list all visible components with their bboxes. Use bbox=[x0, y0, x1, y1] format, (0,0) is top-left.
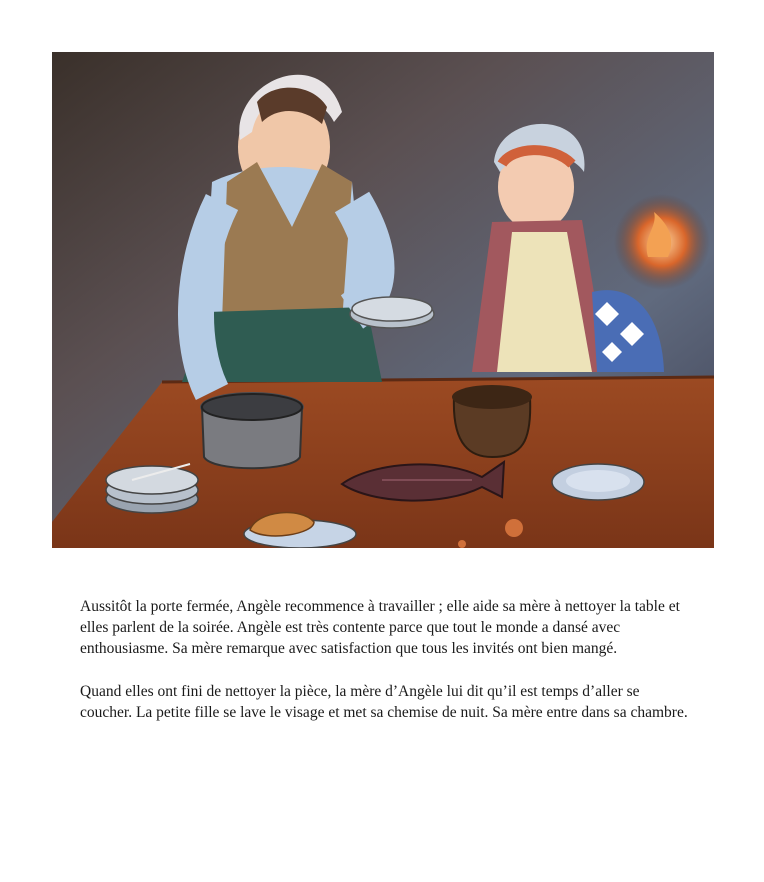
paragraph-1: Aussitôt la porte fermée, Angèle recommence à travailler ; elle aide sa mère à nettoyer la table et elles parlent de la soirée. Angèle est très contente parce que tout le monde a dansé avec enthousiasme. Sa mère remarque avec satisfaction que tous les invités ont bien mangé. bbox=[80, 598, 680, 657]
paragraph-2: Quand elles ont fini de nettoyer la pièce, la mère d’Angèle lui dit qu’il est temps d’aller se coucher. La petite fille se lave le visage et met sa chemise de nuit. Sa mère entre dans sa chambre. bbox=[80, 683, 688, 721]
story-text bbox=[80, 596, 690, 745]
kitchen-scene-illustration bbox=[52, 52, 714, 548]
